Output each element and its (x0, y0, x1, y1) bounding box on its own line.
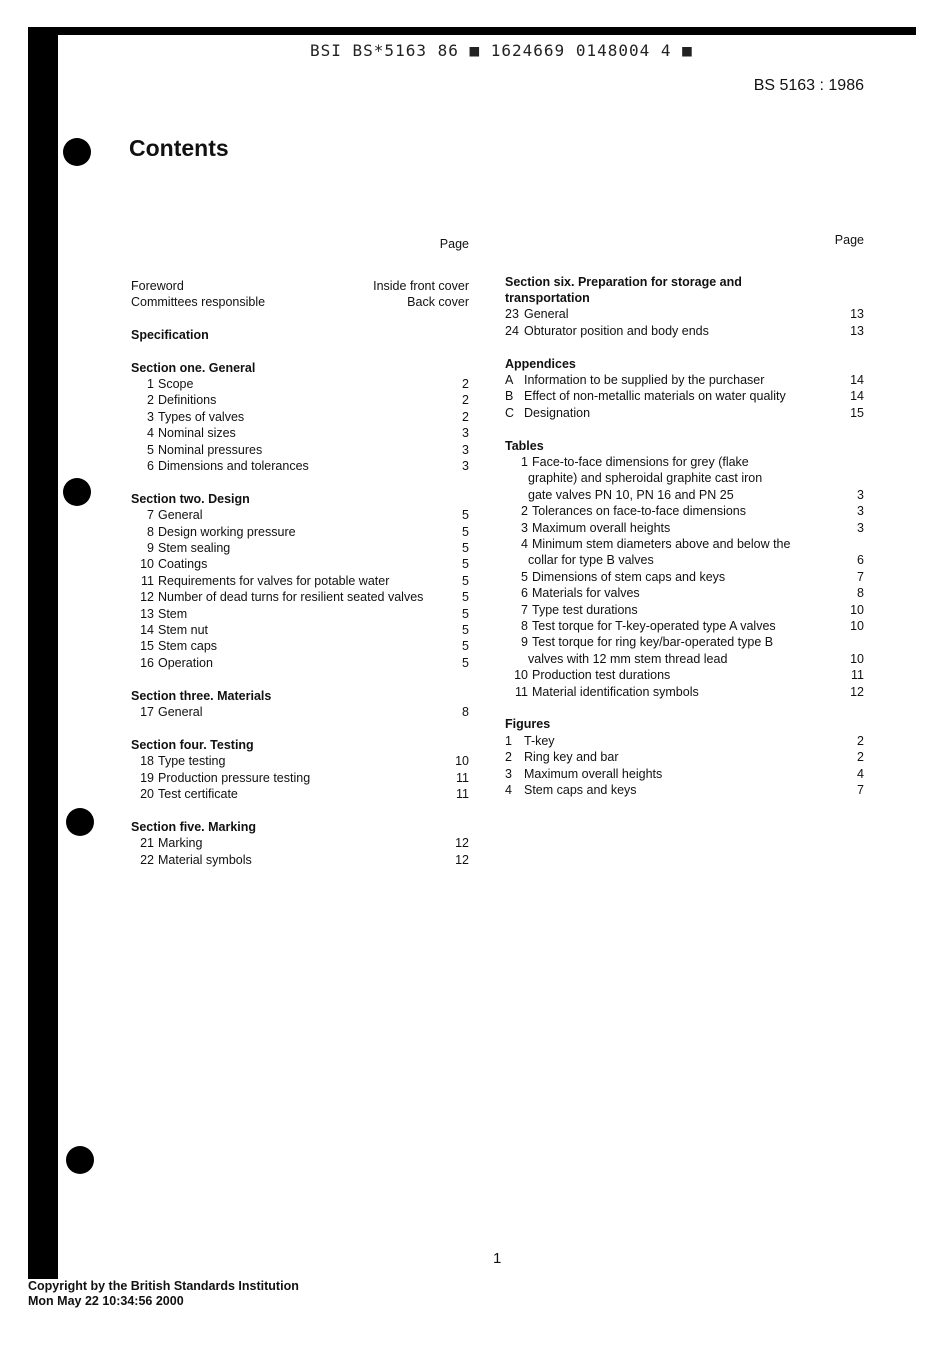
toc-number: 19 (140, 770, 154, 785)
toc-entry (131, 655, 469, 671)
toc-label: Materials for valves (532, 586, 640, 601)
section-heading: Section two. Design (131, 491, 250, 506)
section-heading: Section four. Testing (131, 737, 254, 752)
toc-number: C (505, 405, 515, 420)
toc-label: General (158, 705, 203, 719)
toc-number: 9 (147, 540, 154, 555)
footer-timestamp: Mon May 22 10:34:56 2000 (28, 1294, 184, 1308)
toc-number: 24 (505, 323, 519, 338)
toc-entry (131, 278, 469, 294)
toc-page: 5 (462, 590, 469, 605)
toc-number: 6 (147, 458, 154, 473)
toc-label: Nominal pressures (158, 442, 263, 457)
toc-page: Inside front cover (373, 278, 469, 293)
toc-entry: 8 Test torque for T-key-operated type A valves 10 (521, 619, 864, 633)
toc-entry (131, 442, 469, 458)
toc-entry: 11 Material identification symbols 12 (515, 684, 864, 699)
document-number: BS 5163 : 1986 (753, 77, 864, 94)
toc-number: 23 (505, 307, 519, 322)
toc-entry (505, 323, 864, 339)
toc-entry: 6 Materials for valves 8 (521, 586, 864, 601)
toc-label: Requirements for valves for potable water (158, 573, 390, 588)
punch-hole-4 (66, 1146, 94, 1174)
toc-label: Information to be supplied by the purchaser (524, 372, 765, 387)
toc-page: 3 (857, 487, 864, 502)
page-title: Contents (129, 135, 229, 161)
toc-entry (505, 388, 864, 404)
toc-page: 5 (462, 655, 469, 670)
toc-entry (505, 749, 864, 765)
contents-left-column (131, 237, 469, 868)
toc-entry (505, 766, 864, 782)
toc-page: 6 (857, 553, 864, 568)
toc-entry (131, 573, 469, 589)
toc-label: Stem (158, 606, 188, 621)
toc-label: Operation (158, 655, 213, 670)
toc-page: 3 (462, 426, 469, 441)
toc-entry (131, 638, 469, 654)
toc-label: Stem sealing (158, 540, 231, 555)
toc-number: 22 (140, 852, 154, 867)
toc-number: 4 (147, 426, 154, 441)
toc-number: 20 (140, 787, 154, 802)
toc-entry (131, 376, 469, 392)
page-number: 1 (493, 1250, 502, 1267)
toc-page: 12 (850, 684, 864, 699)
toc-page: 5 (462, 540, 469, 555)
toc-label: Design working pressure (158, 524, 296, 539)
toc-number: 13 (140, 606, 154, 621)
toc-label: gate valves PN 10, PN 16 and PN 25 (528, 487, 734, 502)
toc-label: Obturator position and body ends (524, 323, 709, 338)
toc-entry (131, 425, 469, 441)
toc-page: 3 (462, 458, 469, 473)
toc-entry (131, 458, 469, 474)
toc-page: 5 (462, 508, 469, 523)
toc-page: 14 (850, 372, 864, 387)
toc-page: 5 (462, 622, 469, 637)
toc-label: Production test durations (532, 668, 671, 683)
toc-number: 16 (140, 655, 154, 670)
toc-entry-cont (505, 470, 864, 486)
toc-page: 2 (462, 409, 469, 424)
toc-page: Back cover (407, 294, 469, 309)
toc-label: Designation (524, 405, 591, 420)
footer-copyright: Copyright by the British Standards Institution (28, 1279, 299, 1293)
toc-label: Types of valves (158, 409, 245, 424)
toc-entry (131, 392, 469, 408)
toc-page: 2 (462, 393, 469, 408)
toc-page: 10 (850, 619, 864, 633)
toc-entry (131, 852, 469, 868)
toc-page: 2 (857, 750, 864, 765)
toc-page: 7 (857, 569, 864, 584)
toc-entry (131, 409, 469, 425)
toc-page: 10 (455, 754, 469, 769)
toc-number: 12 (140, 590, 154, 605)
toc-number: 11 (141, 573, 154, 588)
toc-entry-cont (505, 552, 864, 568)
toc-label: Maximum overall heights (524, 766, 663, 781)
toc-label: Tolerances on face-to-face dimensions (532, 504, 747, 519)
toc-label: collar for type B valves (528, 553, 654, 568)
toc-label: Stem nut (158, 622, 209, 637)
toc-entry: 7 Type test durations 10 (521, 602, 864, 617)
toc-entry (131, 704, 469, 720)
toc-label: Number of dead turns for resilient seated valves (158, 590, 424, 605)
specification-heading: Specification (131, 327, 209, 342)
toc-entry: 2 Tolerances on face-to-face dimensions 3 (521, 504, 864, 519)
toc-page: 4 (857, 766, 864, 781)
toc-page: 11 (851, 668, 864, 683)
toc-number: A (505, 372, 514, 387)
toc-page: 12 (455, 852, 469, 867)
contents-right-column (505, 233, 864, 798)
toc-page: 3 (462, 442, 469, 457)
section-heading: Section five. Marking (131, 819, 257, 834)
toc-label: Foreword (131, 278, 184, 293)
page-column-header: Page (834, 233, 864, 247)
toc-page: 3 (857, 520, 864, 535)
toc-entry: 1 Face-to-face dimensions for grey (flake (521, 454, 749, 469)
toc-entry: 4 Minimum stem diameters above and below the (521, 536, 791, 551)
toc-entry (505, 306, 864, 322)
toc-number: 5 (147, 442, 154, 457)
toc-page: 5 (462, 524, 469, 539)
toc-label: Minimum stem diameters above and below the (532, 536, 791, 551)
toc-label: Face-to-face dimensions for grey (flake (532, 454, 749, 469)
toc-label: graphite) and spheroidal graphite cast iron (528, 471, 763, 486)
toc-number: 1 (147, 376, 154, 391)
toc-entry (131, 606, 469, 622)
toc-number: 14 (140, 622, 154, 637)
scan-top-bar (28, 27, 916, 35)
toc-label: Production pressure testing (158, 770, 311, 785)
toc-label: Ring key and bar (524, 750, 619, 765)
toc-label: Committees responsible (131, 294, 266, 309)
toc-entry (131, 507, 469, 523)
toc-page: 8 (462, 705, 469, 719)
toc-entry: 9 Test torque for ring key/bar-operated type B (521, 635, 774, 650)
toc-number: 8 (147, 524, 154, 539)
toc-entry (131, 622, 469, 638)
toc-page: 2 (462, 376, 469, 391)
toc-entry: 5 Dimensions of stem caps and keys 7 (521, 569, 864, 584)
toc-entry-cont (505, 651, 864, 667)
toc-label: Coatings (158, 557, 208, 572)
toc-page: 12 (455, 836, 469, 851)
toc-label: Nominal sizes (158, 426, 236, 441)
page-column-header: Page (439, 237, 469, 251)
toc-page: 10 (850, 602, 864, 617)
toc-entry (131, 770, 469, 786)
toc-entry (131, 753, 469, 769)
toc-label: Dimensions of stem caps and keys (532, 569, 726, 584)
punch-hole-3 (66, 808, 94, 836)
toc-page: 15 (850, 405, 864, 420)
toc-label: Effect of non-metallic materials on water quality (524, 389, 786, 404)
section-heading: Section one. General (131, 360, 256, 375)
toc-number: 21 (140, 836, 154, 851)
toc-page: 11 (456, 770, 469, 785)
toc-entry (131, 524, 469, 540)
toc-entry (505, 733, 864, 749)
toc-label: Type testing (158, 754, 226, 769)
toc-label: Scope (158, 376, 194, 391)
toc-number: 3 (147, 409, 154, 424)
toc-entry: 10 Production test durations 11 (514, 668, 864, 683)
punch-hole-2 (63, 478, 91, 506)
toc-entry-cont (505, 487, 864, 503)
toc-number: 2 (147, 393, 154, 408)
toc-entry (131, 589, 469, 605)
toc-label: valves with 12 mm stem thread lead (528, 651, 728, 666)
figures-heading: Figures (505, 717, 551, 732)
tables-heading: Tables (505, 438, 544, 453)
toc-page: 13 (850, 307, 864, 322)
section-heading: Section three. Materials (131, 688, 272, 703)
section-heading: Section six. Preparation for storage and (505, 274, 742, 289)
toc-page: 7 (857, 783, 864, 798)
footer (28, 1279, 299, 1309)
toc-label: Definitions (158, 393, 217, 408)
toc-number: 7 (147, 508, 154, 523)
toc-entry (131, 786, 469, 802)
toc-page: 14 (850, 389, 864, 404)
toc-number: 18 (140, 754, 154, 769)
toc-label: T-key (524, 733, 555, 748)
toc-entry (505, 405, 864, 421)
toc-page: 8 (857, 586, 864, 601)
toc-page: 2 (857, 733, 864, 748)
toc-entry (131, 540, 469, 556)
toc-page: 5 (462, 639, 469, 654)
toc-label: Maximum overall heights (532, 520, 671, 535)
toc-label: Marking (158, 836, 203, 851)
toc-page: 5 (462, 573, 469, 588)
toc-label: Type test durations (532, 602, 638, 617)
toc-label: Test torque for T-key-operated type A valves (532, 619, 776, 633)
toc-label: Material identification symbols (532, 684, 699, 699)
toc-page: 5 (462, 557, 469, 572)
toc-number: 15 (140, 639, 154, 654)
toc-page: 13 (850, 323, 864, 338)
toc-label: Stem caps (158, 639, 218, 654)
appendices-heading: Appendices (505, 356, 576, 371)
section-heading-cont: transportation (505, 290, 590, 305)
toc-number: 3 (505, 766, 512, 781)
toc-label: Stem caps and keys (524, 783, 637, 798)
toc-entry (131, 835, 469, 851)
toc-label: General (158, 508, 203, 523)
toc-label: Material symbols (158, 852, 252, 867)
toc-number: 1 (505, 733, 512, 748)
toc-entry (505, 782, 864, 798)
toc-entry (505, 372, 864, 388)
toc-label: Dimensions and tolerances (158, 458, 309, 473)
toc-entry (131, 556, 469, 572)
toc-label: Test certificate (158, 787, 238, 802)
toc-number: 4 (505, 783, 512, 798)
toc-entry (131, 294, 469, 310)
toc-label: Test torque for ring key/bar-operated type B (532, 635, 774, 650)
header-code: BSI BS*5163 86 ■ 1624669 0148004 4 ■ (310, 41, 693, 60)
toc-page: 5 (462, 606, 469, 621)
toc-number: 17 (140, 705, 154, 719)
toc-page: 10 (850, 651, 864, 666)
toc-page: 11 (456, 787, 469, 802)
toc-number: 10 (140, 557, 154, 572)
toc-number: 2 (505, 750, 512, 765)
toc-number: B (505, 389, 514, 404)
toc-page: 3 (857, 504, 864, 519)
toc-label: General (524, 307, 569, 322)
punch-hole-1 (63, 138, 91, 166)
scan-left-bar (28, 27, 58, 1279)
toc-entry: 3 Maximum overall heights 3 (521, 520, 864, 535)
